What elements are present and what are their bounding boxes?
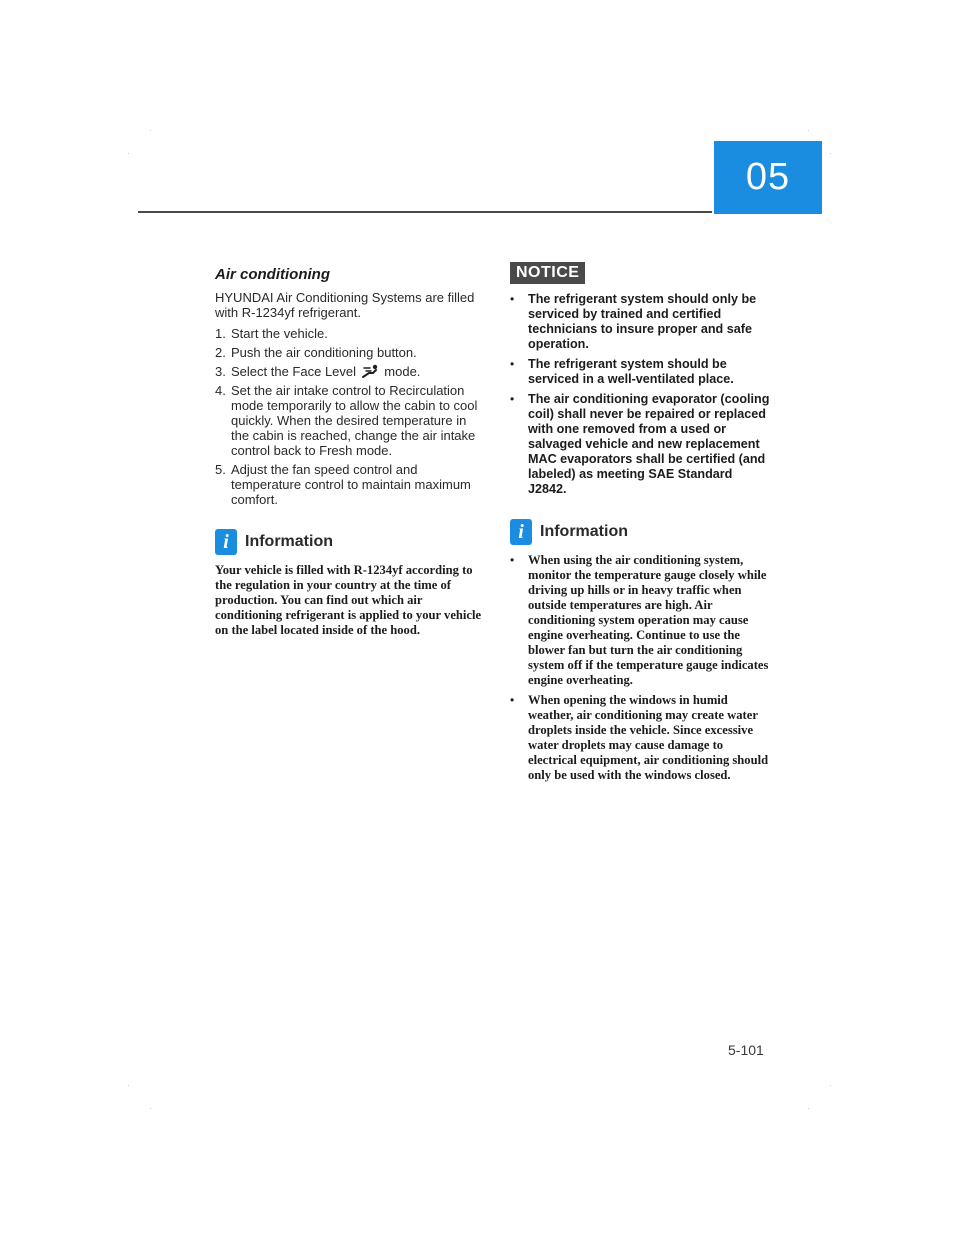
list-item — [215, 462, 487, 507]
crop-mark — [150, 1108, 151, 1109]
crop-mark — [808, 130, 809, 131]
info-item: When opening the windows in humid weather, air conditioning may create water droplets inside the vehicle. Since excessive water droplets may cause damage to electrical equipment, air conditioning should only be used with the windows closed. — [528, 693, 769, 782]
bullet: • — [510, 553, 515, 567]
info-title: Information — [540, 523, 628, 540]
step-number: 5. — [215, 462, 226, 477]
list-item — [215, 364, 487, 379]
notice-item: The refrigerant system should only be serviced by trained and certified technicians to insure proper and safe operation. — [528, 292, 757, 351]
step-text: Set the air intake control to Recirculation mode temporarily to allow the cabin to cool quickly. When the desired temperature in the cabin is reached, change the air intake control back to Fresh mode. — [231, 383, 478, 458]
info-text: Your vehicle is filled with R-1234yf according to the regulation in your country at the time of production. You can find out which air conditioning refrigerant is applied to your vehicle on the label located inside of the hood. — [215, 563, 482, 637]
page-number: 5-101 — [728, 1042, 764, 1058]
list-item — [510, 392, 772, 497]
step-number: 1. — [215, 326, 226, 341]
notice-badge: NOTICE — [510, 262, 585, 284]
list-item — [215, 345, 487, 360]
info-title: Information — [245, 533, 333, 550]
crop-mark — [128, 1085, 129, 1086]
info-heading — [510, 519, 772, 545]
chapter-tab — [714, 141, 822, 214]
info-list — [510, 553, 772, 783]
information-icon: i — [510, 519, 532, 545]
step-text-before: Select the Face Level — [231, 364, 357, 379]
crop-mark — [830, 153, 831, 154]
info-item: When using the air conditioning system, monitor the temperature gauge closely while driving up hills or in heavy traffic when outside temperatures are high. Air conditioning system operation may cause engine overheating. Continue to use the blower fan but turn the air conditioning system off if the temperature gauge indicates engine overheating. — [528, 553, 769, 687]
notice-item: The refrigerant system should be serviced in a well-ventilated place. — [528, 357, 734, 386]
step-text: Start the vehicle. — [231, 326, 328, 341]
list-item — [510, 693, 772, 783]
step-text-after: mode. — [384, 364, 421, 379]
bullet: • — [510, 693, 515, 707]
info-heading — [215, 529, 487, 555]
step-text — [231, 364, 420, 379]
right-column — [510, 262, 772, 788]
notice-list — [510, 292, 772, 497]
header-rule — [138, 211, 712, 213]
chapter-number: 05 — [745, 156, 791, 198]
list-item — [510, 292, 772, 352]
list-item — [215, 326, 487, 341]
crop-mark — [150, 130, 151, 131]
step-text: Adjust the fan speed control and temperature control to maintain maximum comfort. — [231, 462, 471, 507]
notice-item: The air conditioning evaporator (cooling coil) shall never be repaired or replaced with one removed from a used or salvaged vehicle and new replacement MAC evaporators shall be certified (and labeled) as meeting SAE Standard J2842. — [528, 392, 770, 496]
bullet: • — [510, 292, 515, 306]
step-number: 4. — [215, 383, 226, 398]
step-number: 2. — [215, 345, 226, 360]
list-item — [215, 383, 487, 458]
crop-mark — [830, 1085, 831, 1086]
crop-mark — [808, 1108, 809, 1109]
bullet: • — [510, 392, 515, 406]
bullet: • — [510, 357, 515, 371]
section-title: Air conditioning — [215, 266, 330, 283]
list-item — [510, 357, 772, 387]
step-text: Push the air conditioning button. — [231, 345, 417, 360]
step-number: 3. — [215, 364, 226, 379]
information-icon: i — [215, 529, 237, 555]
intro-paragraph: HYUNDAI Air Conditioning Systems are filled with R-1234yf refrigerant. — [215, 290, 475, 320]
face-level-icon — [362, 364, 379, 379]
crop-mark — [128, 153, 129, 154]
left-column — [215, 262, 487, 638]
steps-list — [215, 326, 487, 507]
list-item — [510, 553, 772, 688]
